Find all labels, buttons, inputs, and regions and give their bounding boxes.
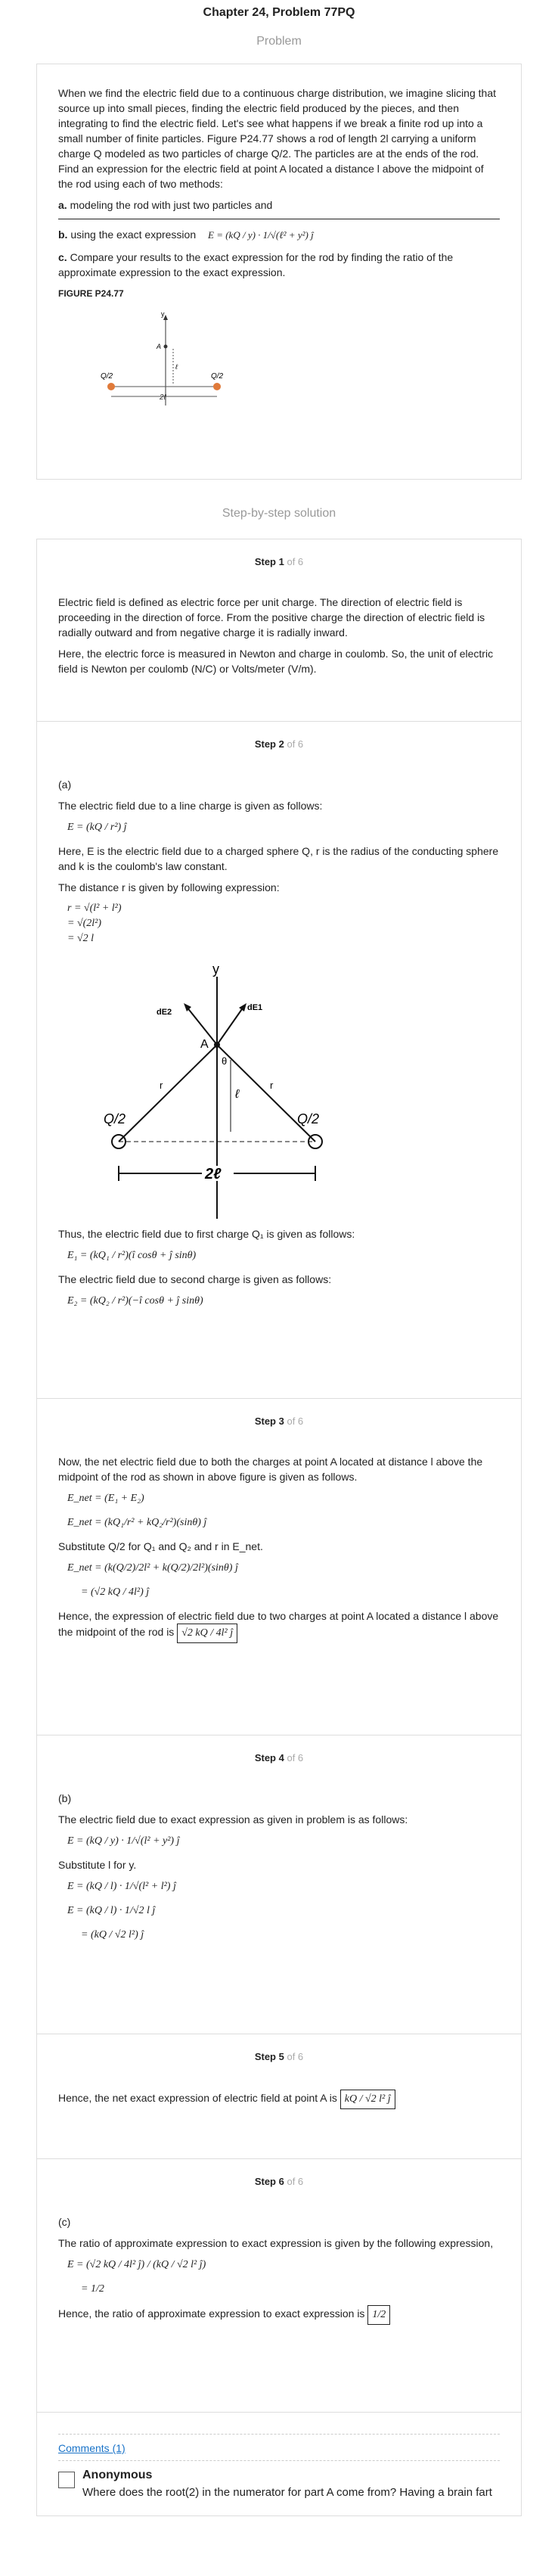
svg-text:r: r (270, 1080, 274, 1091)
svg-text:y: y (212, 962, 219, 977)
step-header: Step 3 of 6 (254, 1415, 304, 1427)
equation: E = (kQ / r²) ĵ (67, 822, 127, 833)
equation: E₁ = (kQ₁ / r²)(î cosθ + ĵ sinθ) (67, 1250, 197, 1261)
comment-text: Where does the root(2) in the numerator for part A come from? Having a brain fart (82, 2486, 492, 2499)
comments-link[interactable]: Comments (1) (58, 2442, 126, 2454)
equation: E_net = (kQ₁/r² + kQ₂/r²)(sinθ) ĵ (67, 1517, 207, 1528)
answer-box: √2 kQ / 4l² ĵ (177, 1624, 237, 1643)
svg-text:dE2: dE2 (157, 1008, 172, 1017)
step-5: Step 5 of 6 Hence, the net exact expression of electric field at point A is kQ / √2 l² ĵ (37, 2034, 521, 2158)
svg-text:Q/2: Q/2 (297, 1111, 320, 1126)
part-a: a. modeling the rod with just two particles and (58, 199, 273, 211)
step-1: Step 1 of 6 Electric field is defined as electric force per unit charge. The direction of electric field is proceeding in the direction of force. From the positive charge the direction of electric field is radially outward and from negative charge it is radially inward. Here, the electric force is measured in Newton and charge in coulomb. So, the unit of electric field is Newton per coulomb (N/C) or Volts/meter (V/m). (37, 539, 521, 721)
svg-text:dE1: dE1 (247, 1003, 263, 1012)
equation: E₂ = (kQ₂ / r²)(−î cosθ + ĵ sinθ) (67, 1295, 203, 1307)
svg-text:2ℓ: 2ℓ (160, 393, 166, 402)
svg-text:y: y (161, 310, 165, 318)
page-title: Chapter 24, Problem 77PQ (203, 6, 355, 19)
comment-author: Anonymous (82, 2469, 153, 2481)
svg-text:A: A (200, 1038, 209, 1051)
comment (58, 2469, 500, 2500)
problem-intro: When we find the electric field due to a continuous charge distribution, we imagine slicing that source up into small pieces, finding the electric field produced by the pieces, and then integrating to find the electric field. Let's see what happens if we break a finite rod up into a small number of finite particles. Figure P24.77 shows a rod of length 2l carrying a uniform charge Q modeled as two particles of charge Q/2. The particles are at the ends of the rod. Find an expression for the electric field at point A located a distance l above the midpoint of the rod using each of two methods: (58, 87, 496, 190)
part-b: b. using the exact expression E = (kQ / y) · 1/√(ℓ² + y²) ĵ (58, 228, 314, 241)
step-header: Step 1 of 6 (254, 556, 304, 567)
solution-card (36, 539, 522, 2413)
equation: E = (√2 kQ / 4l² ĵ) / (kQ / √2 l² ĵ) (67, 2259, 206, 2270)
svg-text:ℓ: ℓ (235, 1088, 240, 1101)
equation: = 1/2 (81, 2283, 104, 2295)
svg-text:Q/2: Q/2 (104, 1111, 126, 1126)
answer-box: kQ / √2 l² ĵ (340, 2090, 395, 2109)
step-4: Step 4 of 6 (b) The electric field due to exact expression as given in problem is as follows: E = (kQ / y) · 1/√(l² + y²) ĵ Substitute l for y. E = (kQ / l) · 1/√(l² + l²) ĵ E = (kQ / l) · 1/√2 l ĵ = (kQ / √2 l²) ĵ (37, 1735, 521, 2034)
equation: E = (kQ / l) · 1/√2 l ĵ (67, 1905, 156, 1916)
svg-text:r: r (160, 1080, 163, 1091)
comments-section (36, 2413, 522, 2516)
solution-heading: Step-by-step solution (222, 507, 336, 520)
step-header: Step 2 of 6 (254, 738, 304, 750)
part-c: c. Compare your results to the exact expression for the rod by finding the ratio of the approximate expression to the exact expression. (58, 251, 454, 278)
equation: E_net = (k(Q/2)/2l² + k(Q/2)/2l²)(sinθ) ĵ (67, 1562, 238, 1574)
equation: = (√2 kQ / 4l²) ĵ (81, 1586, 150, 1598)
svg-text:A: A (157, 343, 162, 350)
problem-heading: Problem (256, 35, 302, 48)
svg-text:Q/2: Q/2 (101, 372, 113, 381)
step-3: Step 3 of 6 Now, the net electric field due to both the charges at point A located at distance l above the midpoint of the rod as shown in above figure is given as follows. E_net = (E₁ + E₂) E_net = (kQ₁/r² + kQ₂/r²)(sinθ) ĵ Substitute Q/2 for Q₁ and Q₂ and r in E_net. E_net = (k(Q/2)/2l² + k(Q/2)/2l²)(sinθ) ĵ = (√2 kQ / 4l²) ĵ Hence, the expression of electric field due to two charges at point A located a distance l above the midpoint of the rod is √2 kQ / 4l² ĵ (37, 1398, 521, 1735)
equation: r = √(l² + l²) = √(2l²) = √2 l (67, 903, 122, 944)
figure-p24-77 (66, 307, 247, 413)
svg-text:θ: θ (222, 1055, 228, 1067)
equation: E_net = (E₁ + E₂) (67, 1493, 144, 1504)
figure-label: FIGURE P24.77 (58, 288, 124, 299)
step-header: Step 5 of 6 (254, 2051, 304, 2062)
step-2: Step 2 of 6 (a) The electric field due to a line charge is given as follows: E = (kQ / r²) ĵ Here, E is the electric field due to a charged sphere Q, r is the radius of the conducting sphere and k is the coulomb's law constant. The distance r is given by following expression: r = √(l² + l²) = √(2l²) = √2 l y dE2 dE1 A θ r r ℓ Q/2 Q/2 2ℓ Thus, the electric field due to first charge Q₁ is given as follows: E₁ = (kQ₁ / r²)(î cosθ + ĵ sinθ) The electric field due to second charge is given as follows: E₂ = (kQ₂ / r²)(−î cosθ + ĵ sinθ) (37, 721, 521, 1398)
step-6: Step 6 of 6 (c) The ratio of approximate expression to exact expression is given by the following expression, E = (√2 kQ / 4l² ĵ) / (kQ / √2 l² ĵ) = 1/2 Hence, the ratio of approximate expression to exact expression is 1/2 (37, 2158, 521, 2412)
field-diagram (81, 962, 383, 1226)
answer-box: 1/2 (367, 2305, 390, 2325)
svg-text:Q/2: Q/2 (211, 372, 224, 381)
equation: = (kQ / √2 l²) ĵ (81, 1929, 144, 1941)
svg-text:ℓ: ℓ (175, 363, 178, 371)
svg-text:2ℓ: 2ℓ (205, 1166, 222, 1182)
problem-card (36, 64, 522, 480)
step-header: Step 6 of 6 (254, 2176, 304, 2187)
equation: E = (kQ / y) · 1/√(l² + y²) ĵ (67, 1835, 180, 1847)
step-header: Step 4 of 6 (254, 1752, 304, 1763)
equation: E = (kQ / l) · 1/√(l² + l²) ĵ (67, 1881, 176, 1892)
avatar (58, 2472, 75, 2488)
